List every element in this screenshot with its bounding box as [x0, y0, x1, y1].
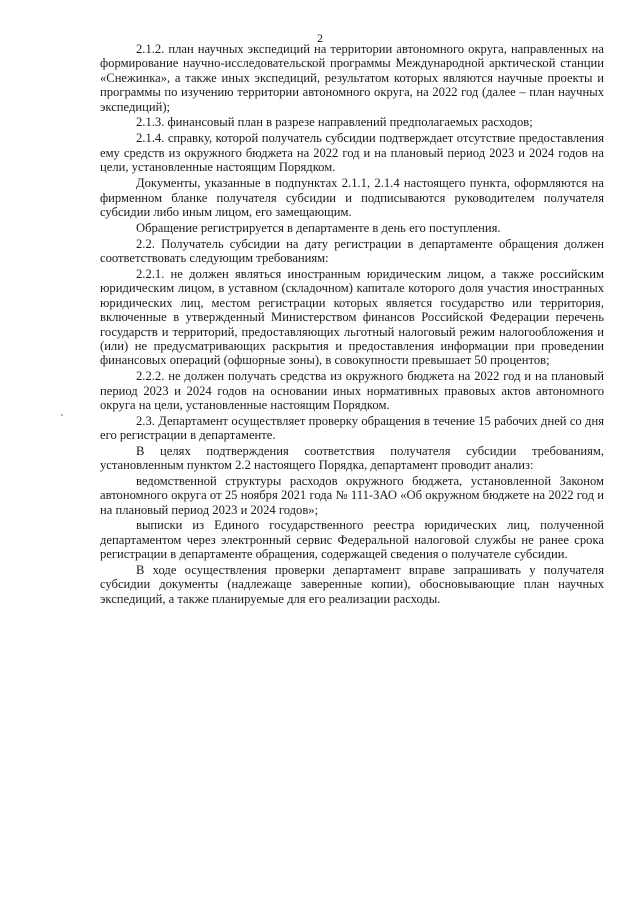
paragraph-registration: Обращение регистрируется в департаменте в день его поступления.: [136, 221, 501, 235]
paragraph-2-1-3: 2.1.3. финансовый план в разрезе направлений предполагаемых расходов;: [136, 115, 533, 130]
paragraph-2-2-2: 2.2.2. не должен получать средства из окружного бюджета на 2022 год и на плановый период 2023 и 2024 годов на основании иных нормативных правовых актов автономного округа на цели, установленные настоящим Порядком.: [100, 369, 604, 412]
paragraph-egrul-extract: выписки из Единого государственного реестра юридических лиц, полученной департаментом через электронный сервис Федеральной налоговой службы не ранее срока регистрации в департаменте обращения, содержащей сведения о получателе субсидии.: [100, 518, 604, 562]
margin-dot: [61, 414, 63, 416]
paragraph-request-documents: В ходе осуществления проверки департамент вправе запрашивать у получателя субсидии документы (надлежаще заверенные копии), обосновывающие план научных экспедиций, а также планируемые для его реализации расходы.: [100, 562, 604, 606]
paragraph-documents-form: Документы, указанные в подпунктах 2.1.1, 2.1.4 настоящего пункта, оформляются на фирменном бланке получателя субсидии и подписываются руководителем получателя субсидии либо иным лицом, его замещающим.: [100, 176, 604, 220]
paragraph-2-1-4: 2.1.4. справку, которой получатель субсидии подтверждает отсутствие предоставления ему средств из окружного бюджета на 2022 год и на плановый период 2023 и 2024 годов на цели, установленные настоящим Порядком.: [100, 131, 604, 174]
page-number: 2: [317, 31, 323, 45]
paragraph-analysis-intro: В целях подтверждения соответствия получателя субсидии требованиям, установленным пунктом 2.2 настоящего Порядка, департамент проводит анализ:: [100, 443, 604, 473]
paragraph-2-3: 2.3. Департамент осуществляет проверку обращения в течение 15 рабочих дней со дня его регистрации в департаменте.: [100, 413, 604, 443]
paragraph-2-1-2: 2.1.2. план научных экспедиций на территории автономного округа, направленных на формирование научно-исследовательской программы Международной арктической станции «Снежинка», а также иных экспедиций, результатом которых являются научные проекты и программы по изучению территории автономного округа, на 2022 год (далее – план научных экспедиций);: [100, 42, 604, 114]
paragraph-2-2: 2.2. Получатель субсидии на дату регистрации в департаменте обращения должен соответствовать следующим требованиям:: [100, 236, 604, 266]
paragraph-2-2-1: 2.2.1. не должен являться иностранным юридическим лицом, а также российским юридическим лицом, в уставном (складочном) капитале которого доля участия иностранных юридических лиц, местом регистрации которых является государство или территория, включенные в утвержденный Министерством финансов Российской Федерации перечень государств и территорий, предоставляющих льготный налоговый режим налогообложения и (или) не предусматривающих раскрытия и предоставления информации при проведении финансовых операций (офшорные зоны), в совокупности превышает 50 процентов;: [100, 266, 604, 368]
paragraph-budget-structure: ведомственной структуры расходов окружного бюджета, установленной Законом автономного округа от 25 ноября 2021 года № 111-ЗАО «Об окружном бюджете на 2022 год и на плановый период 2023 и 2024 годов»;: [100, 473, 604, 517]
document-body: [100, 42, 604, 607]
